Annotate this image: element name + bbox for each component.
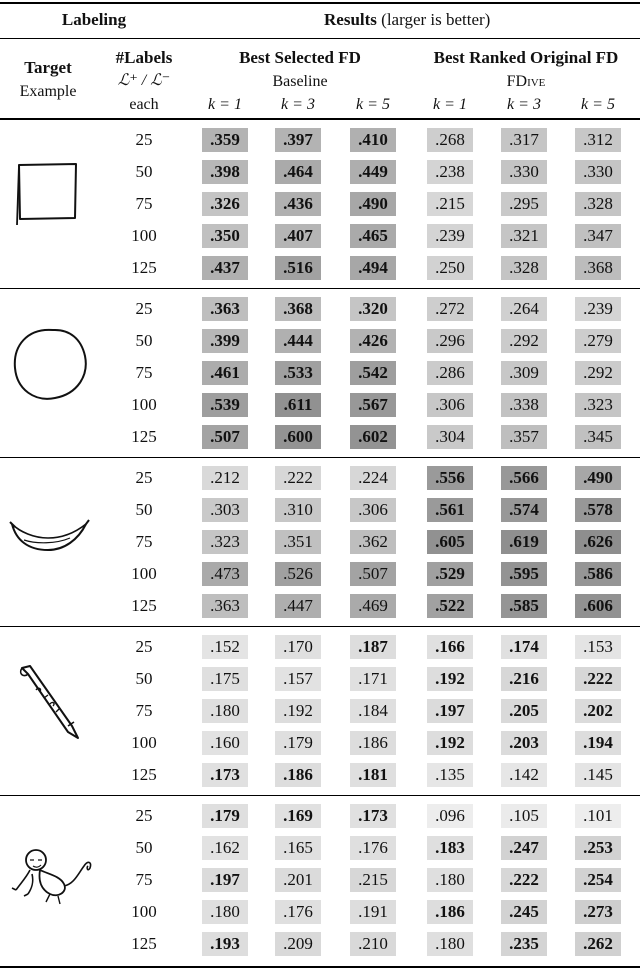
score-cell: .328 [575, 192, 621, 216]
results-title: Results [324, 10, 377, 29]
score-cell: .186 [275, 763, 321, 787]
score-cell: .368 [575, 256, 621, 280]
score-cell: .447 [275, 594, 321, 618]
score-cell: .180 [427, 868, 473, 892]
score-cell: .245 [501, 900, 547, 924]
score-cell: .152 [202, 635, 248, 659]
k-column-header: k = 1 [208, 96, 242, 113]
score-cell: .180 [202, 900, 248, 924]
score-cell: .170 [275, 635, 321, 659]
example-header: Example [19, 83, 77, 100]
label-count: 100 [131, 226, 157, 245]
block-separator-rule [0, 288, 640, 289]
score-cell: .173 [350, 804, 396, 828]
score-cell: .556 [427, 466, 473, 490]
score-cell: .254 [575, 868, 621, 892]
score-cell: .362 [350, 530, 396, 554]
score-cell: .410 [350, 128, 396, 152]
score-cell: .292 [501, 329, 547, 353]
score-cell: .295 [501, 192, 547, 216]
score-cell: .209 [275, 932, 321, 956]
score-cell: .310 [275, 498, 321, 522]
score-cell: .312 [575, 128, 621, 152]
score-cell: .600 [275, 425, 321, 449]
score-cell: .180 [427, 932, 473, 956]
score-cell: .157 [275, 667, 321, 691]
score-cell: .264 [501, 297, 547, 321]
score-cell: .507 [202, 425, 248, 449]
score-cell: .326 [202, 192, 248, 216]
score-cell: .473 [202, 562, 248, 586]
score-cell: .323 [202, 530, 248, 554]
score-cell: .345 [575, 425, 621, 449]
score-cell: .142 [501, 763, 547, 787]
score-cell: .306 [350, 498, 396, 522]
score-cell: .407 [275, 224, 321, 248]
score-cell: .602 [350, 425, 396, 449]
crayon-sketch-image [8, 660, 98, 750]
target-header: Target [24, 58, 72, 77]
score-cell: .215 [350, 868, 396, 892]
score-cell: .321 [501, 224, 547, 248]
score-cell: .135 [427, 763, 473, 787]
score-cell: .574 [501, 498, 547, 522]
k-column-header: k = 3 [507, 96, 541, 113]
score-cell: .368 [275, 297, 321, 321]
score-cell: .194 [575, 731, 621, 755]
score-cell: .096 [427, 804, 473, 828]
score-cell: .317 [501, 128, 547, 152]
label-count: 100 [131, 564, 157, 583]
score-cell: .522 [427, 594, 473, 618]
score-cell: .101 [575, 804, 621, 828]
score-cell: .197 [427, 699, 473, 723]
score-cell: .160 [202, 731, 248, 755]
score-cell: .350 [202, 224, 248, 248]
score-cell: .436 [275, 192, 321, 216]
score-cell: .399 [202, 329, 248, 353]
score-cell: .539 [202, 393, 248, 417]
score-cell: .306 [427, 393, 473, 417]
score-cell: .272 [427, 297, 473, 321]
score-cell: .323 [575, 393, 621, 417]
score-cell: .179 [202, 804, 248, 828]
score-cell: .363 [202, 594, 248, 618]
score-cell: .235 [501, 932, 547, 956]
score-cell: .193 [202, 932, 248, 956]
score-cell: .197 [202, 868, 248, 892]
score-cell: .153 [575, 635, 621, 659]
label-count: 100 [131, 902, 157, 921]
label-count: 25 [135, 468, 153, 487]
score-cell: .437 [202, 256, 248, 280]
score-cell: .222 [575, 667, 621, 691]
score-cell: .464 [275, 160, 321, 184]
group2-subheader: FDive [506, 73, 546, 90]
score-cell: .175 [202, 667, 248, 691]
score-cell: .176 [275, 900, 321, 924]
label-count: 125 [131, 934, 157, 953]
k-column-header: k = 5 [356, 96, 390, 113]
header-mid-rule [0, 38, 640, 39]
score-cell: .309 [501, 361, 547, 385]
labels-header: #Labels [115, 48, 173, 67]
label-count: 75 [135, 363, 153, 382]
score-cell: .303 [202, 498, 248, 522]
label-count: 50 [135, 669, 153, 688]
score-cell: .145 [575, 763, 621, 787]
k-column-header: k = 1 [433, 96, 467, 113]
score-cell: .585 [501, 594, 547, 618]
k-column-header: k = 3 [281, 96, 315, 113]
label-count: 25 [135, 806, 153, 825]
score-cell: .494 [350, 256, 396, 280]
score-cell: .203 [501, 731, 547, 755]
header-bottom-rule [0, 118, 640, 120]
score-cell: .162 [202, 836, 248, 860]
score-cell: .330 [501, 160, 547, 184]
score-cell: .444 [275, 329, 321, 353]
score-cell: .328 [501, 256, 547, 280]
score-cell: .561 [427, 498, 473, 522]
score-cell: .262 [575, 932, 621, 956]
top-rule [0, 2, 640, 4]
score-cell: .426 [350, 329, 396, 353]
score-cell: .507 [350, 562, 396, 586]
monkey-sketch-image [8, 844, 98, 914]
score-cell: .184 [350, 699, 396, 723]
score-cell: .526 [275, 562, 321, 586]
score-cell: .105 [501, 804, 547, 828]
score-cell: .202 [575, 699, 621, 723]
score-cell: .268 [427, 128, 473, 152]
score-cell: .222 [275, 466, 321, 490]
score-cell: .238 [427, 160, 473, 184]
label-count: 125 [131, 258, 157, 277]
score-cell: .253 [575, 836, 621, 860]
score-cell: .239 [575, 297, 621, 321]
label-count: 100 [131, 395, 157, 414]
score-cell: .292 [575, 361, 621, 385]
score-cell: .469 [350, 594, 396, 618]
score-cell: .533 [275, 361, 321, 385]
group1-header: Best Selected FD [239, 48, 361, 67]
results-header [324, 10, 490, 30]
score-cell: .180 [202, 699, 248, 723]
score-cell: .351 [275, 530, 321, 554]
score-cell: .626 [575, 530, 621, 554]
label-count: 75 [135, 701, 153, 720]
score-cell: .304 [427, 425, 473, 449]
score-cell: .215 [427, 192, 473, 216]
score-cell: .338 [501, 393, 547, 417]
score-cell: .330 [575, 160, 621, 184]
circle-sketch-image [5, 322, 95, 422]
score-cell: .186 [427, 900, 473, 924]
label-count: 75 [135, 870, 153, 889]
square-sketch-image [8, 155, 98, 255]
score-cell: .173 [202, 763, 248, 787]
score-cell: .286 [427, 361, 473, 385]
score-cell: .165 [275, 836, 321, 860]
score-cell: .186 [350, 731, 396, 755]
score-cell: .191 [350, 900, 396, 924]
label-count: 50 [135, 500, 153, 519]
score-cell: .210 [350, 932, 396, 956]
score-cell: .359 [202, 128, 248, 152]
score-cell: .179 [275, 731, 321, 755]
label-count: 50 [135, 331, 153, 350]
score-cell: .357 [501, 425, 547, 449]
score-cell: .205 [501, 699, 547, 723]
label-count: 125 [131, 596, 157, 615]
label-count: 25 [135, 299, 153, 318]
score-cell: .397 [275, 128, 321, 152]
labeling-header: Labeling [61, 10, 127, 29]
score-cell: .605 [427, 530, 473, 554]
score-cell: .273 [575, 900, 621, 924]
score-cell: .174 [501, 635, 547, 659]
block-separator-rule [0, 457, 640, 458]
score-cell: .449 [350, 160, 396, 184]
score-cell: .578 [575, 498, 621, 522]
score-cell: .363 [202, 297, 248, 321]
score-cell: .166 [427, 635, 473, 659]
score-cell: .566 [501, 466, 547, 490]
score-cell: .212 [202, 466, 248, 490]
score-cell: .201 [275, 868, 321, 892]
score-cell: .490 [350, 192, 396, 216]
k-column-header: k = 5 [581, 96, 615, 113]
score-cell: .181 [350, 763, 396, 787]
score-cell: .461 [202, 361, 248, 385]
score-cell: .250 [427, 256, 473, 280]
label-count: 100 [131, 733, 157, 752]
group2-header: Best Ranked Original FD [433, 48, 619, 67]
score-cell: .222 [501, 868, 547, 892]
bottom-rule [0, 966, 640, 968]
score-cell: .611 [275, 393, 321, 417]
each-header: each [129, 96, 159, 113]
score-cell: .171 [350, 667, 396, 691]
label-count: 50 [135, 162, 153, 181]
score-cell: .279 [575, 329, 621, 353]
score-cell: .176 [350, 836, 396, 860]
score-cell: .567 [350, 393, 396, 417]
score-cell: .239 [427, 224, 473, 248]
label-count: 75 [135, 194, 153, 213]
label-count: 125 [131, 765, 157, 784]
score-cell: .187 [350, 635, 396, 659]
score-cell: .192 [275, 699, 321, 723]
score-cell: .224 [350, 466, 396, 490]
label-count: 75 [135, 532, 153, 551]
banana-sketch-image [6, 510, 96, 570]
group1-subheader: Baseline [272, 73, 328, 90]
label-count: 25 [135, 637, 153, 656]
score-cell: .595 [501, 562, 547, 586]
score-cell: .169 [275, 804, 321, 828]
block-separator-rule [0, 795, 640, 796]
score-cell: .542 [350, 361, 396, 385]
score-cell: .516 [275, 256, 321, 280]
score-cell: .586 [575, 562, 621, 586]
score-cell: .490 [575, 466, 621, 490]
label-count: 125 [131, 427, 157, 446]
score-cell: .347 [575, 224, 621, 248]
score-cell: .247 [501, 836, 547, 860]
labels-sub-header: ℒ⁺ / ℒ⁻ [117, 72, 171, 89]
score-cell: .320 [350, 297, 396, 321]
score-cell: .183 [427, 836, 473, 860]
score-cell: .216 [501, 667, 547, 691]
score-cell: .465 [350, 224, 396, 248]
label-count: 50 [135, 838, 153, 857]
score-cell: .606 [575, 594, 621, 618]
block-separator-rule [0, 626, 640, 627]
label-count: 25 [135, 130, 153, 149]
score-cell: .192 [427, 667, 473, 691]
score-cell: .192 [427, 731, 473, 755]
score-cell: .619 [501, 530, 547, 554]
score-cell: .296 [427, 329, 473, 353]
score-cell: .398 [202, 160, 248, 184]
results-note: (larger is better) [381, 10, 491, 29]
score-cell: .529 [427, 562, 473, 586]
